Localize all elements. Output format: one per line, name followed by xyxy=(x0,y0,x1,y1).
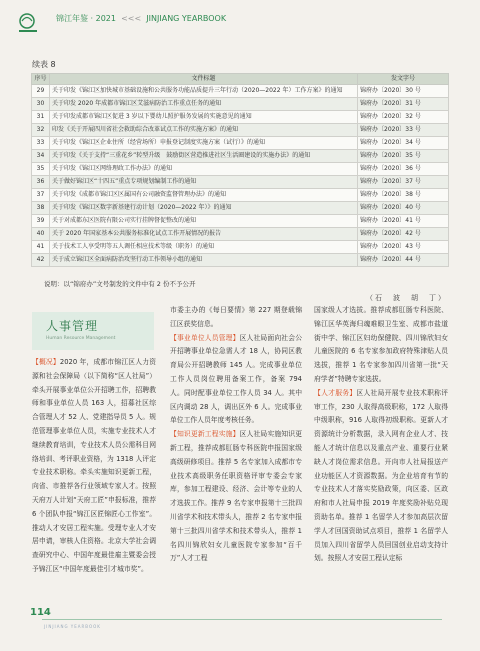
table-cell-title: 关于印发《锦江区加快城市基础设施和公共服务功能品质提升三年行动（2020—2022 年）工作方案》的通知 xyxy=(50,85,358,98)
table-cell-title: 关于印发成都市锦江区促进 3 岁以下婴幼儿照护服务发展的实施意见的通知 xyxy=(50,111,358,124)
table-cell-title: 关于成立锦江区全面病防治攻坚行动工作领导小组的通知 xyxy=(50,254,358,267)
section-title-en: Human Resource Management xyxy=(46,336,116,341)
table-cell-number: 40 xyxy=(32,228,50,241)
text-column-3 xyxy=(314,304,448,566)
table-cell-number: 31 xyxy=(32,111,50,124)
paragraph-heading: 【概况】 xyxy=(32,358,60,366)
text-column-2 xyxy=(170,304,302,566)
yearbook-title-en: JINJIANG YEARBOOK xyxy=(146,14,227,23)
table-cell-code: 锦府办〔2020〕34 号 xyxy=(358,137,449,150)
paragraph-heading: 【事业单位人员管理】 xyxy=(170,333,240,342)
paragraph-text: 区人社局实施知识更新工程，推荐成都肛肠专科医院申报国家级高级研修项目。推荐 5 名专家加入成都市专业技术高级职务任职资格评审专委会专家库，参加工程建设、经济、会计等专业的人才选拔工作。推荐 9 名专家申报第十三批四川省学术和技术带头人，推荐 2 名专家申报第十三批四川省学术和技术带头人，推荐 1 名四川锦欣妇女儿童医院专家参加“百千万”人才工程 xyxy=(170,430,303,563)
table-cell-code: 锦府办〔2020〕33 号 xyxy=(358,124,449,137)
table-row xyxy=(32,241,449,254)
table-cell-code: 锦府办〔2020〕42 号 xyxy=(358,228,449,241)
author-signature: （石 波 胡 丁） xyxy=(366,294,447,302)
paragraph-heading: 【知识更新工程实施】 xyxy=(170,430,240,439)
table-cell-title: 关于印发《锦江区数字新基建行动计划（2020—2022 年）》的通知 xyxy=(50,202,358,215)
table-row xyxy=(32,85,449,98)
paragraph-text: 区人社局面向社会公开招聘事业单位急需人才 18 人，协同区教育局公开招聘教师 145 人。完成事业单位工作人员岗位聘用备案工作，备案 794 人。同时配事业单位工作人员 34 人。其中区内调动 28 人，调出区外 6 人。完成事业单位工作人员年度考核任务。 xyxy=(170,333,303,425)
table-cell-title: 关于印发《关于支持“三重花乡”转型升级 鼓励街区营造推进社区生活圈建设的实施办法》的通知 xyxy=(50,150,358,163)
table-cell-number: 41 xyxy=(32,241,50,254)
table-note: 说明：以“锦府办”文号制发的文件中有 2 份不予公开 xyxy=(44,280,196,288)
footer-divider xyxy=(42,619,442,620)
table-cell-title: 关于 2020 年国家基本公共服务标准化试点工作开展情况的报告 xyxy=(50,228,358,241)
table-cell-title: 关于印发《成都市锦江区区属国有公司融资监督管理办法》的通知 xyxy=(50,189,358,202)
table-cell-code: 锦府办〔2020〕43 号 xyxy=(358,241,449,254)
paragraph xyxy=(170,304,302,332)
table-header-row xyxy=(32,74,449,85)
page-number: 114 xyxy=(30,607,51,618)
table-cell-title: 关于印发 2020 年成都市锦江区艾滋病防治工作重点任务的通知 xyxy=(50,98,358,111)
table-cell-number: 32 xyxy=(32,124,50,137)
table-cell-code: 锦府办〔2020〕38 号 xyxy=(358,189,449,202)
table-cell-code: 锦府办〔2020〕35 号 xyxy=(358,150,449,163)
table-row xyxy=(32,163,449,176)
table-row xyxy=(32,228,449,241)
section-heading xyxy=(32,312,154,350)
table-caption: 续表 8 xyxy=(32,60,56,69)
paragraph xyxy=(170,428,302,566)
table-cell-number: 34 xyxy=(32,150,50,163)
column-header-title: 文件标题 xyxy=(50,74,358,85)
table-cell-number: 29 xyxy=(32,85,50,98)
table-cell-number: 30 xyxy=(32,98,50,111)
table-cell-title: 关于印发《锦江区企业住所（经营场所）申报登记制度实施方案（试行）》的通知 xyxy=(50,137,358,150)
yearbook-title-cn: 锦江年鉴 · 2021 xyxy=(56,14,116,23)
paragraph-heading: 【人才服务】 xyxy=(314,388,357,397)
paragraph xyxy=(32,356,156,577)
table-cell-number: 37 xyxy=(32,189,50,202)
paragraph-text: 2020 年，成都市锦江区人力资源和社会保障局（以下简称“区人社局”）牵头开展事业单位公开招聘工作，招聘教师和事业单位人员 163 人，招募社区综合管理人才 52 人、党建指导员 5 人。规范管理事业单位人员，实施专业技术人才继续教育培训，专业技术人员公需科目网络培训、考评职业资格，为 1318 人评定专业技术职称。牵头实施知识更新工程，向省、市推荐各行业领域专家人才。按照天府万人计划“天府工匠”申报标准，推荐 6 个团队申报“锦江区匠锦匠心工作室”。推动人才安居工程实施。受理专业人才安居申请，审核人住资格。北京大学社会调查研究中心、中国年度最佳雇主暨委会授予锦江区“中国年度最佳引才城市奖”。 xyxy=(32,358,156,573)
table-row xyxy=(32,111,449,124)
table-cell-number: 42 xyxy=(32,254,50,267)
table-body xyxy=(32,85,449,267)
table-cell-code: 锦府办〔2020〕36 号 xyxy=(358,163,449,176)
page-header xyxy=(0,0,480,48)
table-cell-code: 锦府办〔2020〕32 号 xyxy=(358,111,449,124)
section-title-cn: 人事管理 xyxy=(46,319,99,333)
table-cell-title: 关于印发《锦江区网络理政工作办法》的通知 xyxy=(50,163,358,176)
yearbook-title xyxy=(56,13,226,24)
table-cell-code: 锦府办〔2020〕31 号 xyxy=(358,98,449,111)
paragraph xyxy=(314,304,448,387)
table-cell-number: 33 xyxy=(32,137,50,150)
table-row xyxy=(32,215,449,228)
paragraph xyxy=(314,387,448,566)
footer-yearbook-en: JINJIANG YEARBOOK xyxy=(44,624,101,629)
table-row xyxy=(32,124,449,137)
paragraph-text: 区人社局开展专业技术职称评审工作，230 人取得高级职称，172 人取得中级职称，916 人取得初级职称。更新人才资源统计分析数据，录入网有企业人才、技能人才统计信息以及重点产业、重要行业紧缺人才岗位需求信息。开向市人社局报送产业功能区人才资源数据。为企业培育有节的专业技术人才落实奖励政策，向区委、区政府和市人社局申报 2019 年度奖励补贴兑现资助名单。推荐 1 名留学人才参加高层次留学人才回国资助试点项目，推荐 1 名留学人员加入四川省留学人员回国创业启动支持计划。按照人才安居工程认定标 xyxy=(314,388,449,563)
table-row xyxy=(32,202,449,215)
table-row xyxy=(32,150,449,163)
table-row xyxy=(32,137,449,150)
table-cell-number: 38 xyxy=(32,202,50,215)
document-table xyxy=(31,73,449,267)
table-cell-code: 锦府办〔2020〕30 号 xyxy=(358,85,449,98)
table-cell-number: 39 xyxy=(32,215,50,228)
paragraph-text: 市委主办的《每日要情》第 227 期登载锦江区获奖信息。 xyxy=(170,306,302,328)
table-row xyxy=(32,254,449,267)
column-header-code: 发文字号 xyxy=(358,74,449,85)
table-cell-number: 36 xyxy=(32,176,50,189)
table-cell-code: 锦府办〔2020〕44 号 xyxy=(358,254,449,267)
column-header-number: 序号 xyxy=(32,74,50,85)
table-cell-title: 印发《关于开展四川省社会救助综合改革试点工作的实施方案》的通知 xyxy=(50,124,358,137)
table-cell-code: 锦府办〔2020〕41 号 xyxy=(358,215,449,228)
table-cell-code: 锦府办〔2020〕40 号 xyxy=(358,202,449,215)
table-row xyxy=(32,176,449,189)
table-cell-code: 锦府办〔2020〕37 号 xyxy=(358,176,449,189)
table-cell-title: 关于技术工人享受明等五人调任相应技术等级（职务）的通知 xyxy=(50,241,358,254)
yearbook-logo-icon xyxy=(16,12,46,36)
table-cell-number: 35 xyxy=(32,163,50,176)
table-cell-title: 关于对成都东区医院有限公司实行挂牌督促整改的通知 xyxy=(50,215,358,228)
table-row xyxy=(32,189,449,202)
text-column-1 xyxy=(32,356,156,577)
yearbook-title-separator: <<< xyxy=(121,14,142,23)
table-cell-title: 关于做好锦江区“十四五”重点专项规划编制工作的通知 xyxy=(50,176,358,189)
paragraph xyxy=(170,332,302,429)
paragraph-text: 国家级人才选拔。推荐成都肛肠专科医院、锦江区华英海归魂难眼卫生室、成都市盐道街中学、锦江区妇幼保健院、四川锦欣妇女儿童医院的 6 名专家参加政府特殊津贴人员选拔，推荐 1 名专家参加四川省第一批“天府学者”特聘专家选拔。 xyxy=(314,306,448,383)
table-row xyxy=(32,98,449,111)
